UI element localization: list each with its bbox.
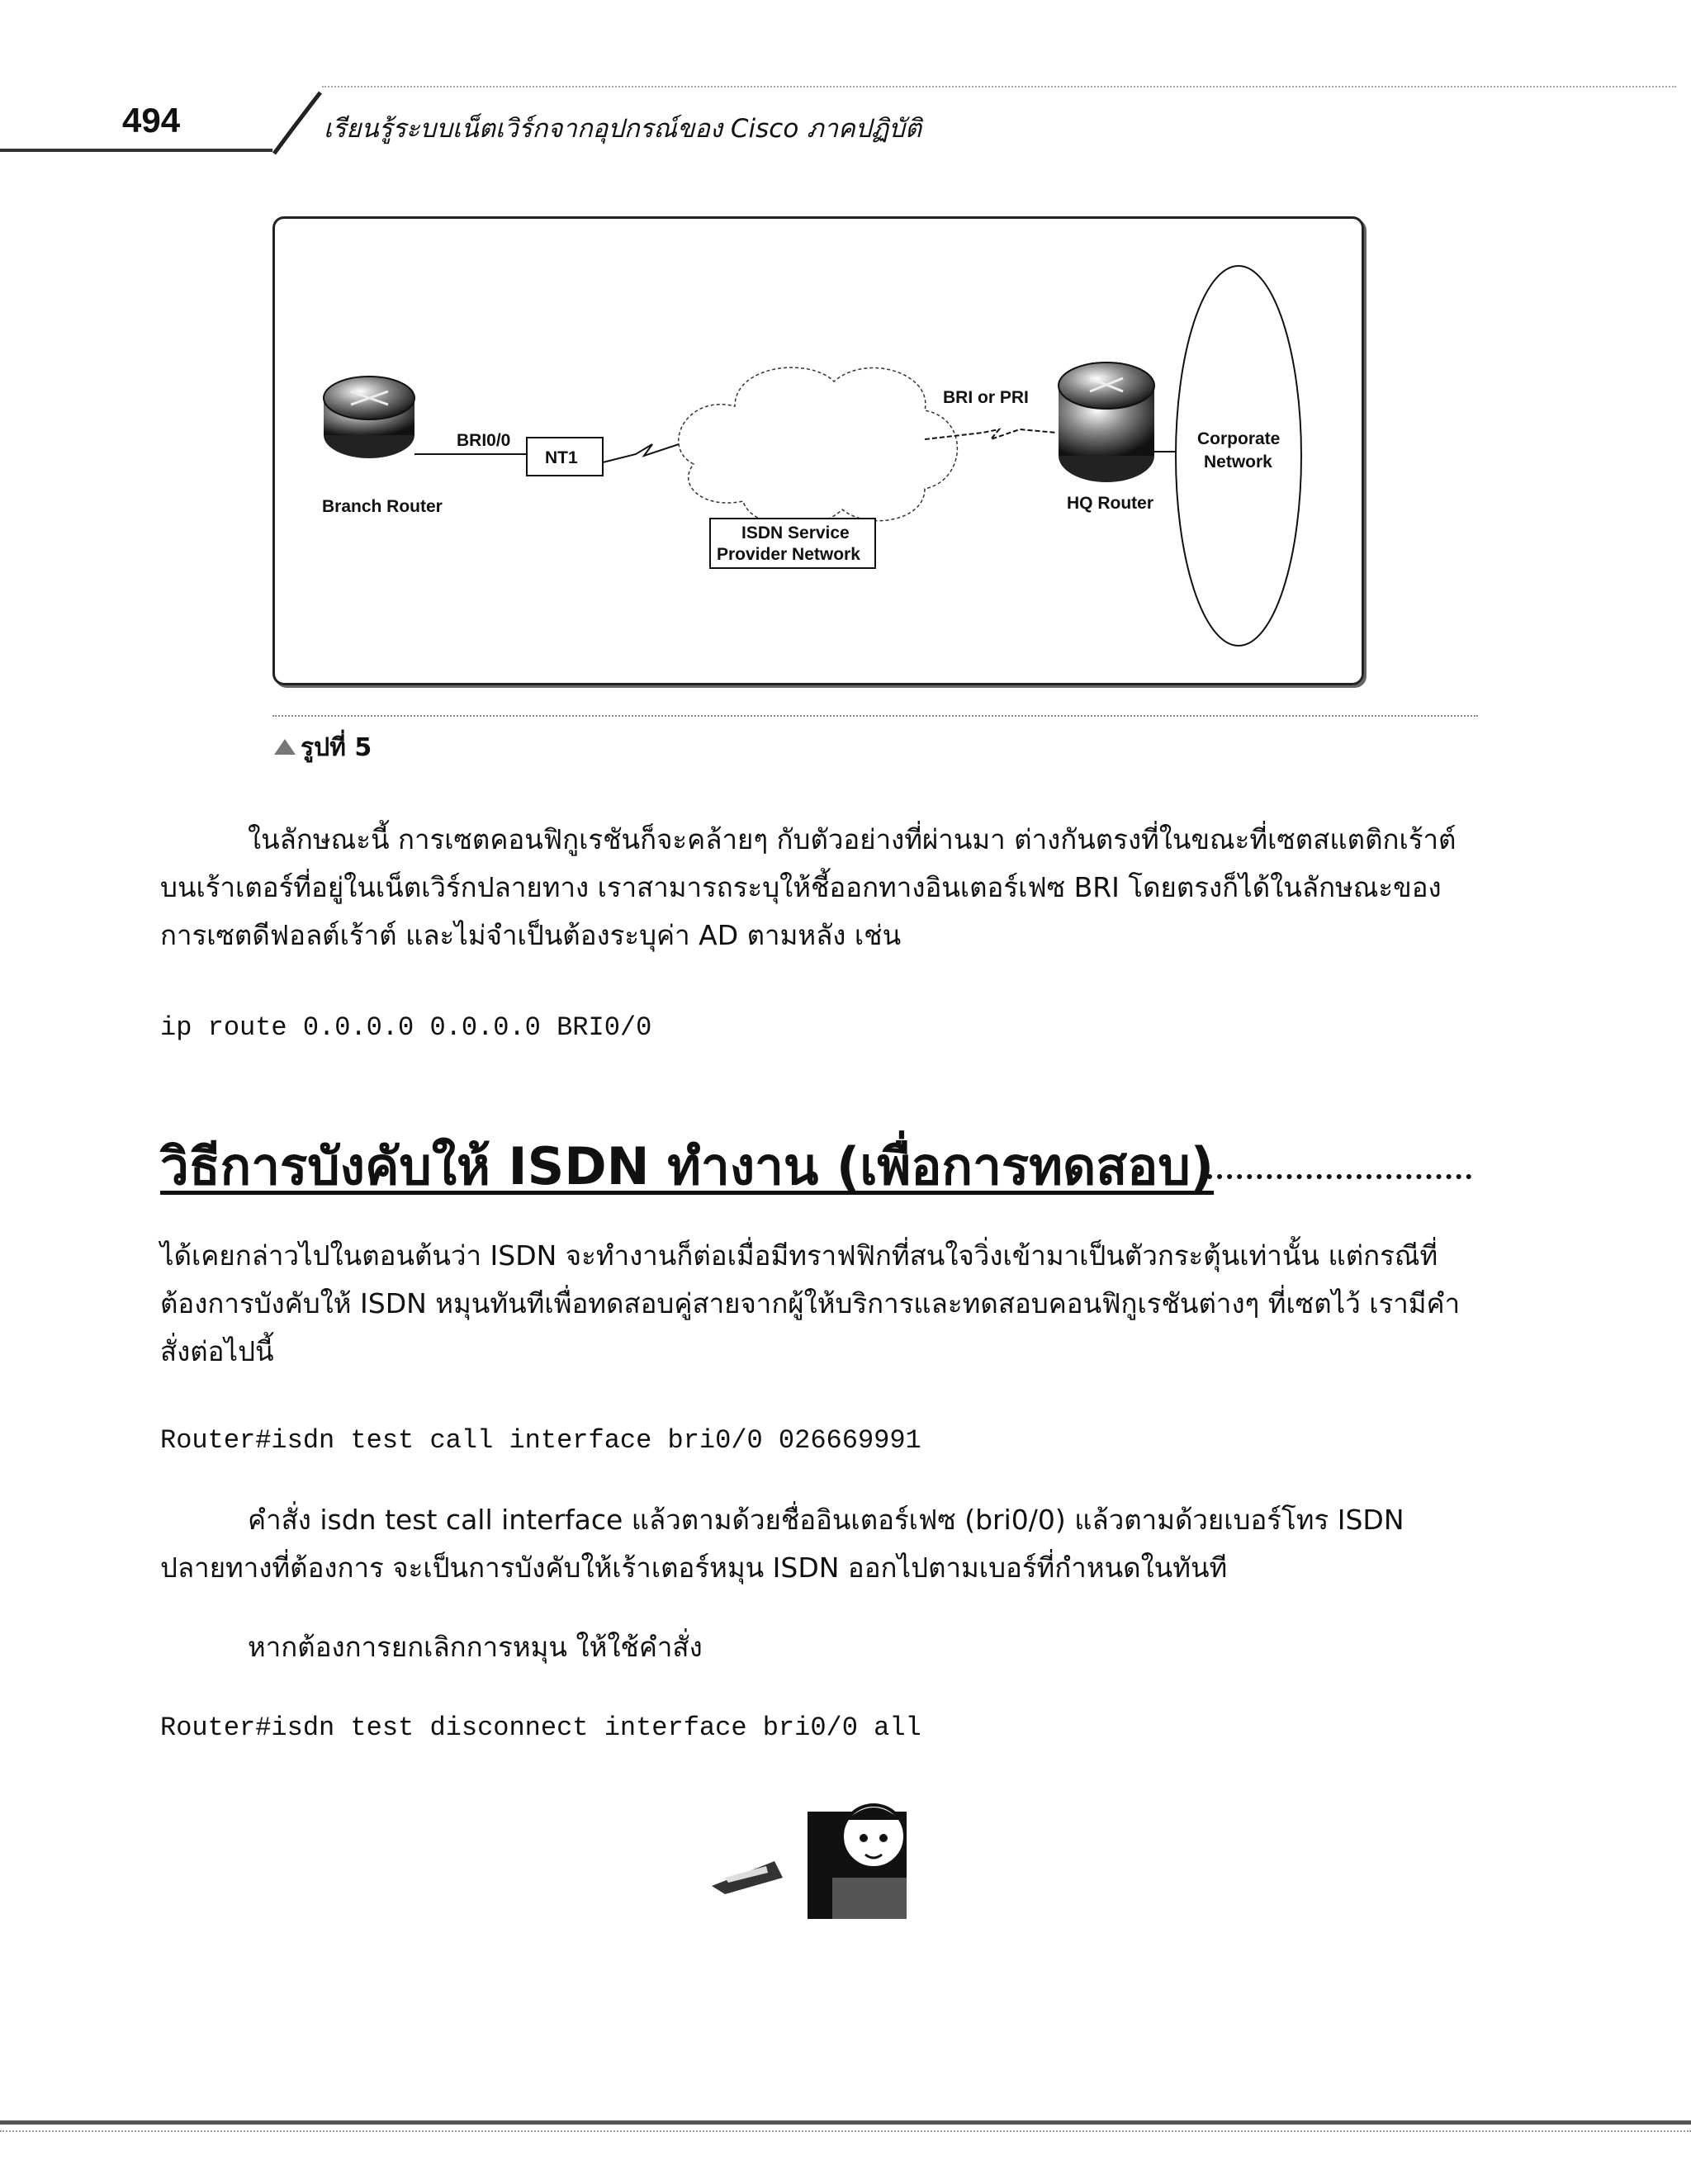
- bri-interface-label: BRI0/0: [457, 431, 511, 450]
- paragraph-intro: [160, 816, 1478, 959]
- heading-dot-leader: [1207, 1174, 1471, 1184]
- paragraph-command-explanation: [160, 1496, 1478, 1592]
- corporate-network-line2: Network: [1204, 452, 1272, 471]
- running-title: เรียนรู้ระบบเน็ตเวิร์กจากอุปกรณ์ของ Cisco ภาคปฏิบัติ: [324, 114, 922, 144]
- footer-rule: [0, 2120, 1691, 2125]
- figure-divider: [272, 715, 1478, 718]
- network-diagram: [272, 216, 1364, 685]
- triangle-icon: [272, 737, 297, 756]
- bri-or-pri-label: BRI or PRI: [943, 388, 1029, 407]
- hq-router-label: HQ Router: [1067, 494, 1153, 513]
- paragraph-intro-text: ในลักษณะนี้ การเซตคอนฟิกูเรชันก็จะคล้ายๆ กับตัวอย่างที่ผ่านมา ต่างกันตรงที่ในขณะที่เซตสแตติกเร้าต์บนเร้าเตอร์ที่อยู่ในเน็ตเวิร์กปลายทาง เราสามารถระบุให้ชี้ออกทางอินเตอร์เฟซ BRI โดยตรงก็ได้ในลักษณะของการเซตดีฟอลต์เร้าต์ และไม่จำเป็นต้องระบุค่า AD ตามหลัง เช่น: [160, 823, 1457, 951]
- header-swoosh-decoration: [272, 89, 322, 155]
- isdn-cloud-shape: [679, 367, 958, 526]
- branch-router-icon: [324, 377, 414, 458]
- computer-user-clipart: [708, 1787, 931, 1935]
- paragraph-command-explanation-text: คำสั่ง isdn test call interface แล้วตามด้วยชื่ออินเตอร์เฟซ (bri0/0) แล้วตามด้วยเบอร์โทร ISDN ปลายทางที่ต้องการ จะเป็นการบังคับให้เร้าเตอร์หมุน ISDN ออกไปตามเบอร์ที่กำหนดในทันที: [160, 1504, 1404, 1584]
- hq-router-icon: [1059, 362, 1154, 482]
- corporate-network-line1: Corporate: [1197, 429, 1281, 448]
- paragraph-isdn-test: ได้เคยกล่าวไปในตอนต้นว่า ISDN จะทำงานก็ต่อเมื่อมีทราฟฟิกที่สนใจวิ่งเข้ามาเป็นตัวกระตุ้นเท่านั้น แต่กรณีที่ต้องการบังคับให้ ISDN หมุนทันทีเพื่อทดสอบคู่สายจากผู้ให้บริการและทดสอบคอนฟิกูเรชันต่างๆ ที่เซตไว้ เรามีคำสั่งต่อไปนี้: [160, 1239, 1461, 1367]
- branch-router-label: Branch Router: [322, 497, 443, 516]
- section-heading: วิธีการบังคับให้ ISDN ทำงาน (เพื่อการทดสอบ): [160, 1136, 1215, 1196]
- paragraph-cancel-text: หากต้องการยกเลิกการหมุน ให้ใช้คำสั่ง: [248, 1631, 703, 1663]
- code-ip-route: ip route 0.0.0.0 0.0.0.0 BRI0/0: [160, 1012, 652, 1043]
- isdn-label-line2: Provider Network: [717, 545, 860, 564]
- header-rule: [0, 149, 272, 152]
- figure-caption: รูปที่ 5: [301, 733, 372, 762]
- nt1-label: NT1: [545, 448, 578, 467]
- isdn-label-line1: ISDN Service: [741, 523, 850, 542]
- page-number: 494: [122, 101, 181, 140]
- paragraph-cancel: [160, 1623, 1478, 1671]
- code-isdn-test-disconnect: Router#isdn test disconnect interface bri0/0 all: [160, 1713, 921, 1743]
- header-dotted-line: [322, 86, 1676, 89]
- footer-dotted-line: [0, 2130, 1691, 2134]
- isdn-link-zigzag: [603, 444, 685, 462]
- code-isdn-test-call: Router#isdn test call interface bri0/0 026669991: [160, 1425, 921, 1456]
